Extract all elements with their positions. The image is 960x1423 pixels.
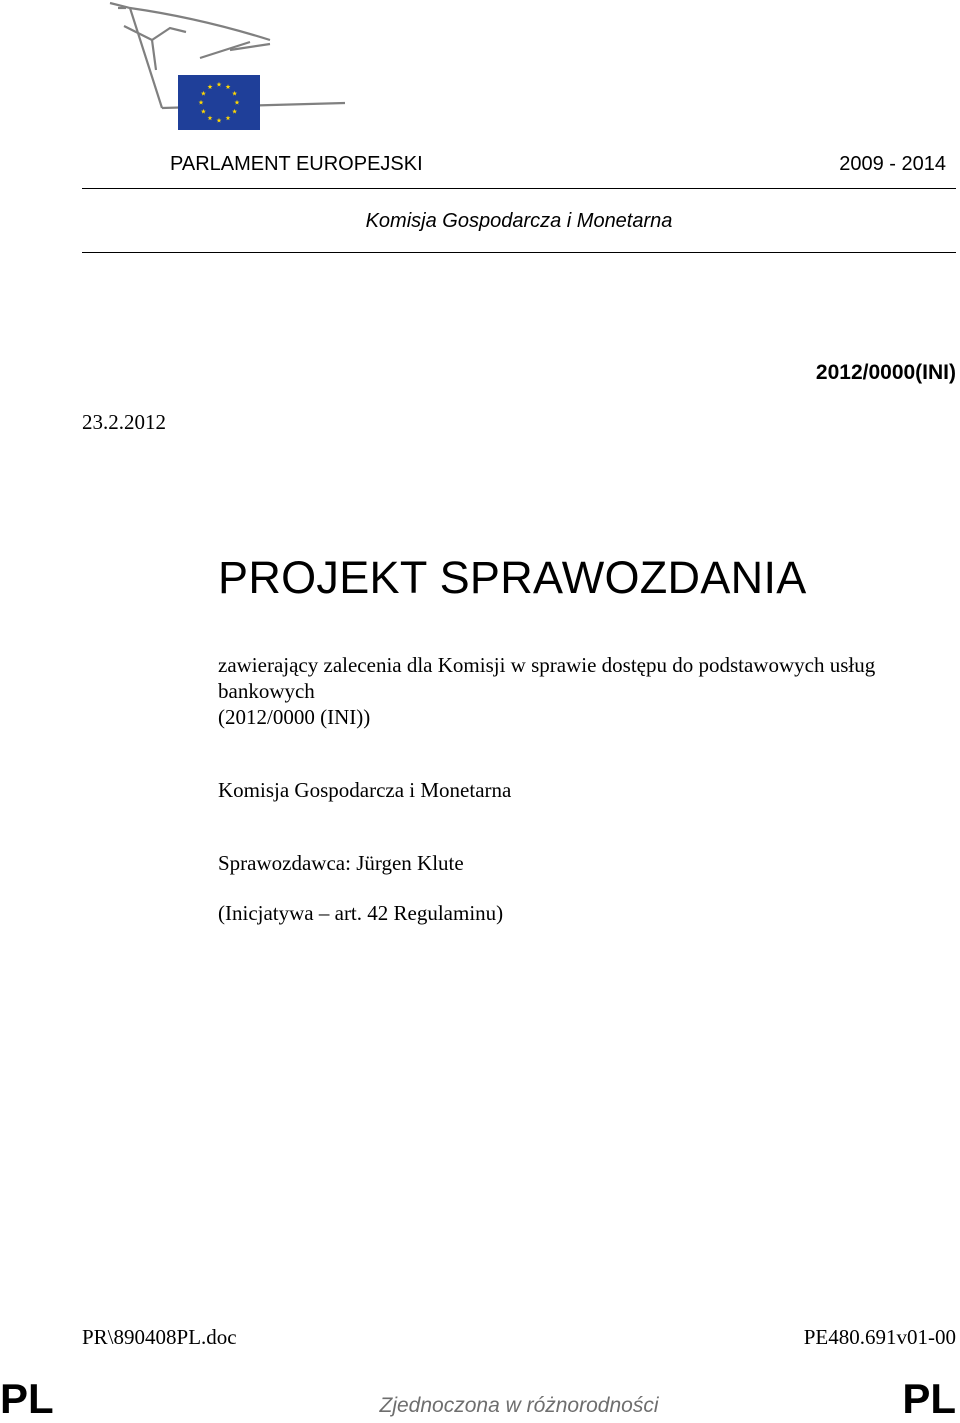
initiative-note: (Inicjatywa – art. 42 Regulaminu) xyxy=(218,901,504,925)
european-parliament-logo-icon xyxy=(100,0,350,135)
document-subtitle xyxy=(218,652,953,730)
committee-name: Komisja Gospodarcza i Monetarna xyxy=(218,778,512,802)
subtitle-line: zawierający zalecenia dla Komisji w sprawie dostępu do podstawowych usług xyxy=(218,653,876,677)
header-divider xyxy=(82,252,956,253)
document-title: PROJEKT SPRAWOZDANIA xyxy=(218,552,807,603)
subtitle-line: bankowych xyxy=(218,679,315,703)
language-code-right: PL xyxy=(902,1375,956,1422)
pe-number: PE480.691v01-00 xyxy=(803,1325,956,1349)
parliamentary-term: 2009 - 2014 xyxy=(839,153,946,175)
committee-header: Komisja Gospodarcza i Monetarna xyxy=(365,210,673,232)
parliament-name: PARLAMENT EUROPEJSKI xyxy=(170,153,423,175)
subtitle-line: (2012/0000 (INI)) xyxy=(218,705,371,729)
rapporteur: Sprawozdawca: Jürgen Klute xyxy=(218,851,464,875)
eu-motto: Zjednoczona w różnorodności xyxy=(379,1394,659,1417)
document-date: 23.2.2012 xyxy=(82,410,166,434)
procedure-reference: 2012/0000(INI) xyxy=(815,361,956,384)
language-code-left: PL xyxy=(0,1375,54,1422)
header-divider xyxy=(82,188,956,189)
file-name: PR\890408PL.doc xyxy=(82,1325,237,1349)
